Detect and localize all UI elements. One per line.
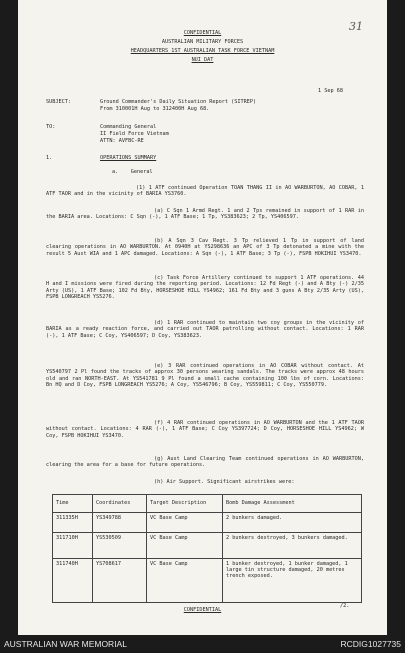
table-row [53, 513, 362, 533]
to-line-2: II Field Force Vietnam [100, 131, 169, 137]
table-header-coordinates: Coordinates [93, 495, 147, 513]
paragraph-f: (f) 4 RAR continued operations in AO WARBURTON and the 1 ATF TAOR without contact. Locations: 4 RAR (-), 1 ATF Base; C Coy YS397724; D Coy, HORSESHOE HILL YS4962; W Coy, FSPB HOKIHUI YS3470. [46, 420, 364, 439]
table-header-bda: Bomb Damage Assessment [223, 495, 362, 513]
table-cell: 2 bunkers damaged. [223, 513, 362, 533]
subject-line-2: From 310001H Aug to 312400H Aug 68. [100, 106, 210, 112]
paragraph-c: (c) Task Force Artillery continued to support 1 ATF operations. 44 H and I missions were fired during the reporting period. Locations: 12 Fd Regt (-) and A Bty (-) 2/35 Arty (US), 1 ATF Base; 102 Fd Bty, HORSESHOE HILL YS4962; 161 Fd Bty and 3 guns A Bty 2/35 Arty (US), FSPB LONGREACH YS5276. [46, 275, 364, 301]
table-cell: 311335H [53, 513, 93, 533]
table-header-target: Target Description [147, 495, 223, 513]
table-cell: VC Base Camp [147, 513, 223, 533]
paragraph-e: (e) 3 RAR continued operations in AO COBAR without contact. At YS540797 2 Pl found the tracks of approx 30 persons wearing sandals. The tracks were approx 48 hours old and ran NORTH-EAST. At YS541781 9 Pl found a small cache containing 100 lbs of corn. Locations: Bn HQ and D Coy, FSPB LONGREACH YS5276; A Coy, YS546796; B Coy, YS559811; C Coy, YS550779. [46, 363, 364, 389]
classification-top: CONFIDENTIAL [183, 30, 222, 36]
table-cell: 311710H [53, 533, 93, 559]
table-cell: 311740H [53, 559, 93, 603]
paragraph-d: (d) 1 RAR continued to maintain two coy groups in the vicinity of BARIA as a ready reaction force, and carried out TAOR patrolling without contact. Locations: 1 RAR (-), 1 ATF Base; C Coy, YS406597; D Coy, YS383623. [46, 320, 364, 339]
table-cell: YS708617 [93, 559, 147, 603]
footer-record-id: RCDIG1027735 [340, 639, 401, 649]
classification-bottom: CONFIDENTIAL [183, 607, 222, 613]
paragraph-b: (b) A Sqn 3 Cav Regt. 3 Tp relieved 1 Tp in support of land clearing operations in AO WARBURTON. At 0940H at YS298636 an APC of 3 Tp detonated a mine with the result 5 Aust WIA and 1 APC damaged. Locations: A Sqn (-), 1 ATF Base; 3 Tp (-), FSPB HOKIHUI YS3470. [46, 238, 364, 257]
section-title: OPERATIONS SUMMARY [100, 155, 157, 161]
paragraph-g: (g) Aust Land Clearing Team continued operations in AO WARBURTON, clearing the area for a base for future operations. [46, 456, 364, 469]
footer-archive-name: AUSTRALIAN WAR MEMORIAL [4, 639, 127, 649]
table-row [53, 559, 362, 603]
paragraph-1: (1) 1 ATF continued Operation TOAN THANG II in AO WARBURTON, AO COBAR, 1 ATF TAOR and in the vicinity of BARIA YS3760. [46, 185, 364, 198]
archive-footer [0, 635, 405, 653]
location: NUI DAT [191, 57, 214, 63]
document-date: 1 Sep 68 [318, 88, 343, 94]
document-page [18, 0, 387, 635]
continuation-marker: /2. [340, 603, 350, 609]
table-cell: YS530509 [93, 533, 147, 559]
to-line-1: Commanding General [100, 124, 157, 130]
hq-name: HEADQUARTERS 1ST AUSTRALIAN TASK FORCE VIETNAM [130, 48, 275, 54]
subsection-general: a. General [112, 169, 153, 175]
to-label: TO: [46, 124, 56, 130]
table-header-row [53, 495, 362, 513]
section-number: 1. [46, 155, 53, 161]
to-line-3: ATTN: AVFBC-RE [100, 138, 144, 144]
handwritten-page-number: 31 [349, 20, 363, 33]
subject-label: SUBJECT: [46, 99, 71, 105]
airstrikes-table [52, 494, 362, 603]
table-cell: VC Base Camp [147, 559, 223, 603]
table-cell: 1 bunker destroyed, 1 bunker damaged, 1 large tin structure damaged, 20 metres trench exposed. [223, 559, 362, 603]
paragraph-a: (a) C Sqn 1 Armd Regt. 1 and 2 Tps remained in support of 1 RAR in the BARIA area. Locations: C Sqn (-), 1 ATF Base; 1 Tp, YS383623; 2 Tp, YS406597. [46, 208, 364, 221]
table-row [53, 533, 362, 559]
table-cell: 2 bunkers destroyed, 3 bunkers damaged. [223, 533, 362, 559]
table-cell: YS349788 [93, 513, 147, 533]
table-header-time: Time [53, 495, 93, 513]
table-cell: VC Base Camp [147, 533, 223, 559]
paragraph-h: (h) Air Support. Significant airstrikes were: [154, 479, 295, 485]
org-name: AUSTRALIAN MILITARY FORCES [161, 39, 244, 45]
subject-line-1: Ground Commander's Daily Situation Report (SITREP) [100, 99, 257, 105]
